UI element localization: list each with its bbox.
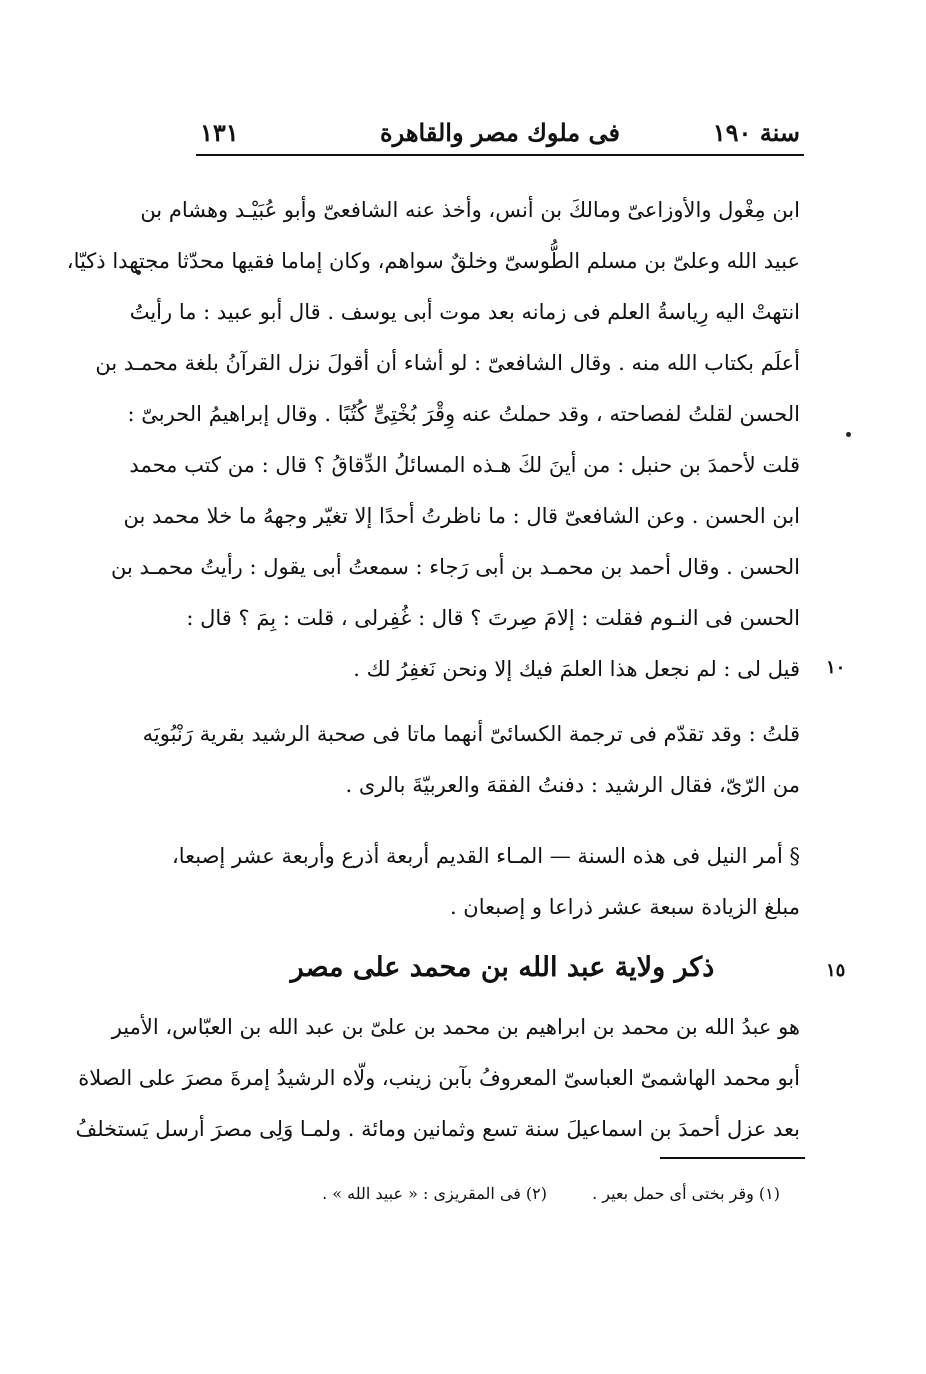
body-line: ابن مِغْول والأوزاعىّ ومالكَ بن أنس، وأخذ عنه الشافعىّ وأبو عُبَيْـد وهشام بن — [140, 198, 800, 222]
footnotes — [320, 1180, 780, 1208]
body-line: انتهتْ اليه رِياسةُ العلم فى زمانه بعد موت أبى يوسف . قال أبو عبيد : ما رأيتُ — [129, 300, 800, 324]
section-heading: ذكر ولاية عبد الله بن محمد على مصر — [290, 952, 715, 983]
running-header — [200, 112, 800, 152]
nile-line: مبلغ الزيادة سبعة عشر ذراعا و إصبعان . — [449, 895, 800, 919]
section-line: أبو محمد الهاشمىّ العباسىّ المعروفُ بآبن زينب، ولّاه الرشيدُ إمرةَ مصرَ على الصلاة — [78, 1066, 800, 1090]
footnote-1: (١) وقر بختى أى حمل بعير . — [592, 1184, 780, 1203]
body-line: الحسن . وقال أحمد بن محمـد بن أبى رَجاء : سمعتُ أبى يقول : رأيتُ محمـد بن — [111, 555, 800, 579]
header-title: فى ملوك مصر والقاهرة — [380, 118, 620, 147]
footnote-2: (٢) فى المقريزى : « عبيد الله » . — [322, 1184, 548, 1203]
header-year: سنة ١٩٠ — [712, 118, 800, 147]
body-line: قلت لأحمدَ بن حنبل : من أينَ لكَ هـذه المسائلُ الدِّقاقُ ؟ قال : من كتب محمد — [129, 453, 800, 477]
body-line: أعلَم بكتاب الله منه . وقال الشافعىّ : لو أشاء أن أقولَ نزل القرآنُ بلغة محمـد بن — [95, 351, 800, 375]
body-line: ابن الحسن . وعن الشافعىّ قال : ما ناظرتُ أحدًا إلا تغيّر وجههُ ما خلا محمد بن — [123, 504, 800, 528]
page-number: ١٣١ — [200, 118, 239, 147]
margin-dot — [846, 432, 851, 437]
nile-line: § أمر النيل فى هذه السنة — المـاء القديم أربعة أذرع وأربعة عشر إصبعا، — [171, 844, 800, 868]
body-line: الحسن لقلتُ لفصاحته ، وقد حملتُ عنه وِقْرَ بُخْتِىٍّ كُتُبًا . وقال إبراهيمُ الحربىّ : — [127, 402, 800, 426]
line-number-10: ١٠ — [826, 657, 846, 678]
section-line: هو عبدُ الله بن محمد بن ابراهيم بن محمد بن علىّ بن عبد الله بن العبّاس، الأمير — [111, 1015, 800, 1039]
body-line: الحسن فى النـوم فقلت : إلامَ صِرتَ ؟ قال : غُفِرلى ، قلت : بِمَ ؟ قال : — [186, 606, 800, 630]
note-line: من الرّىّ، فقال الرشيد : دفنتُ الفقهَ والعربيّةَ بالرى . — [345, 773, 800, 797]
footnote-rule — [660, 1157, 805, 1159]
section-line: بعد عزل أحمدَ بن اسماعيلَ سنة تسع وثمانين ومائة . ولمـا وَلِى مصرَ أرسل يَستخلفُ — [75, 1117, 800, 1141]
note-line: قلتُ : وقد تقدّم فى ترجمة الكسائىّ أنهما ماتا فى صحبة الرشيد بقرية رَنْبُويَه — [142, 722, 800, 746]
line-number-15: ١٥ — [826, 960, 846, 981]
header-rule — [196, 154, 804, 156]
body-line: عبيد الله وعلىّ بن مسلم الطُّوسىّ وخلقٌ سواهم، وكان إماما فقيها محدّثا مجتهدا ذكيّا، — [66, 249, 800, 273]
body-line: قيل لى : لم نجعل هذا العلمَ فيك إلا ونحن نَغفِرُ لك . — [353, 657, 800, 681]
